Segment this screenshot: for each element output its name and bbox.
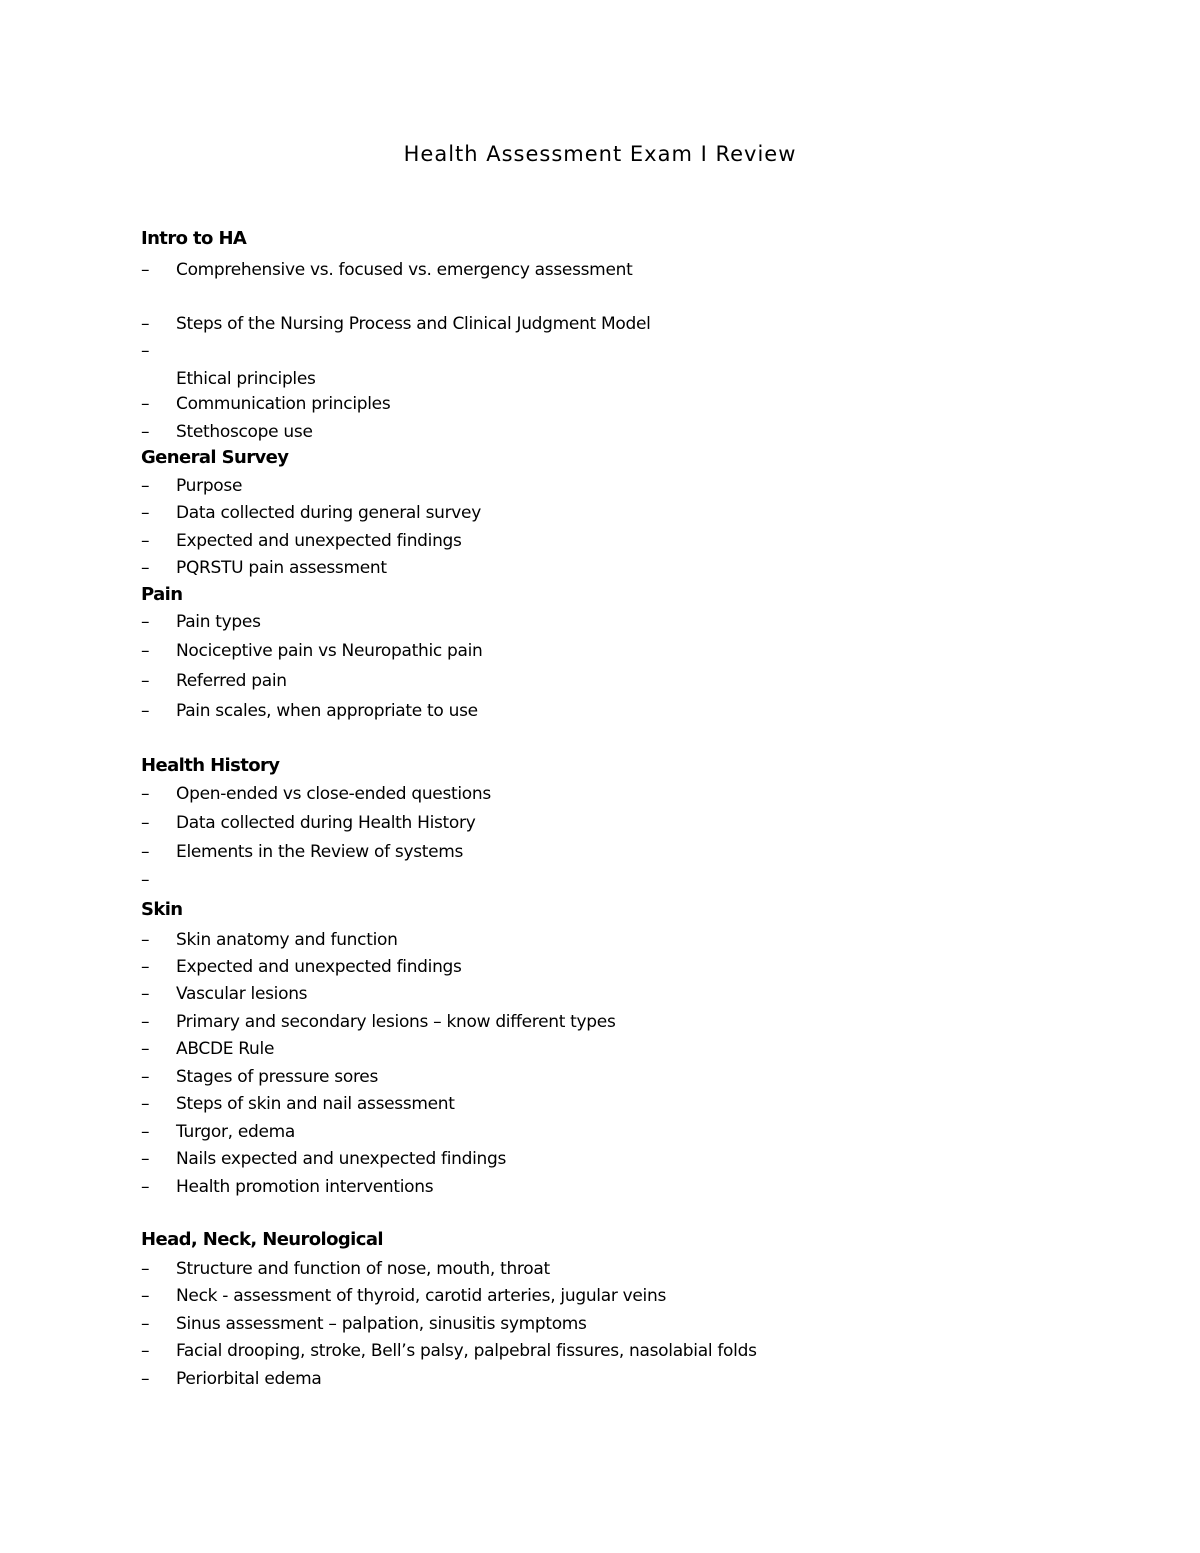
- list-item: Pain types: [176, 612, 261, 632]
- bullet-dash: –: [141, 394, 150, 414]
- bullet-dash: –: [141, 260, 150, 280]
- bullet-dash: –: [141, 671, 150, 691]
- list-item: Skin anatomy and function: [176, 930, 398, 950]
- bullet-dash: –: [141, 314, 150, 334]
- list-item: Elements in the Review of systems: [176, 842, 464, 862]
- section-heading: Intro to HA: [141, 228, 247, 249]
- list-item: Expected and unexpected findings: [176, 957, 462, 977]
- list-item: Purpose: [176, 476, 243, 496]
- bullet-dash: –: [141, 1369, 150, 1389]
- bullet-dash: –: [141, 1067, 150, 1087]
- bullet-dash: –: [141, 503, 150, 523]
- list-item: PQRSTU pain assessment: [176, 558, 387, 578]
- list-item: Referred pain: [176, 671, 287, 691]
- section-heading: Health History: [141, 755, 280, 776]
- list-item: Nails expected and unexpected findings: [176, 1149, 507, 1169]
- list-item: Facial drooping, stroke, Bell’s palsy, palpebral fissures, nasolabial folds: [176, 1341, 757, 1361]
- bullet-dash: –: [141, 1094, 150, 1114]
- bullet-dash: –: [141, 701, 150, 721]
- list-item: Stethoscope use: [176, 422, 313, 442]
- list-item: Communication principles: [176, 394, 391, 414]
- list-item: Turgor, edema: [176, 1122, 296, 1142]
- bullet-dash: –: [141, 1039, 150, 1059]
- bullet-dash: –: [141, 784, 150, 804]
- bullet-dash: –: [141, 870, 150, 890]
- list-item: Pain scales, when appropriate to use: [176, 701, 478, 721]
- bullet-dash: –: [141, 1012, 150, 1032]
- bullet-dash: –: [141, 930, 150, 950]
- bullet-dash: –: [141, 422, 150, 442]
- list-item: Open-ended vs close-ended questions: [176, 784, 491, 804]
- document-title: Health Assessment Exam I Review: [403, 142, 797, 166]
- list-item: Ethical principles: [176, 369, 316, 389]
- section-heading: General Survey: [141, 447, 289, 468]
- bullet-dash: –: [141, 612, 150, 632]
- list-item: Health promotion interventions: [176, 1177, 434, 1197]
- bullet-dash: –: [141, 813, 150, 833]
- bullet-dash: –: [141, 1314, 150, 1334]
- list-item: Expected and unexpected findings: [176, 531, 462, 551]
- bullet-dash: –: [141, 1177, 150, 1197]
- list-item: ABCDE Rule: [176, 1039, 275, 1059]
- bullet-dash: –: [141, 984, 150, 1004]
- bullet-dash: –: [141, 641, 150, 661]
- list-item: Data collected during general survey: [176, 503, 481, 523]
- list-item: Stages of pressure sores: [176, 1067, 378, 1087]
- bullet-dash: –: [141, 1286, 150, 1306]
- bullet-dash: –: [141, 531, 150, 551]
- list-item: Steps of skin and nail assessment: [176, 1094, 455, 1114]
- list-item: Nociceptive pain vs Neuropathic pain: [176, 641, 483, 661]
- bullet-dash: –: [141, 957, 150, 977]
- list-item: Comprehensive vs. focused vs. emergency assessment: [176, 260, 633, 280]
- list-item: Structure and function of nose, mouth, throat: [176, 1259, 550, 1279]
- section-heading: Skin: [141, 899, 183, 920]
- bullet-dash: –: [141, 842, 150, 862]
- list-item: Vascular lesions: [176, 984, 308, 1004]
- bullet-dash: –: [141, 558, 150, 578]
- bullet-dash: –: [141, 1259, 150, 1279]
- list-item: Sinus assessment – palpation, sinusitis symptoms: [176, 1314, 587, 1334]
- list-item: Periorbital edema: [176, 1369, 322, 1389]
- bullet-dash: –: [141, 1149, 150, 1169]
- section-heading: Head, Neck, Neurological: [141, 1229, 383, 1250]
- bullet-dash: –: [141, 341, 150, 361]
- bullet-dash: –: [141, 1341, 150, 1361]
- section-heading: Pain: [141, 584, 183, 605]
- list-item: Primary and secondary lesions – know different types: [176, 1012, 616, 1032]
- list-item: Data collected during Health History: [176, 813, 476, 833]
- bullet-dash: –: [141, 1122, 150, 1142]
- list-item: Steps of the Nursing Process and Clinical Judgment Model: [176, 314, 651, 334]
- bullet-dash: –: [141, 476, 150, 496]
- list-item: Neck - assessment of thyroid, carotid arteries, jugular veins: [176, 1286, 667, 1306]
